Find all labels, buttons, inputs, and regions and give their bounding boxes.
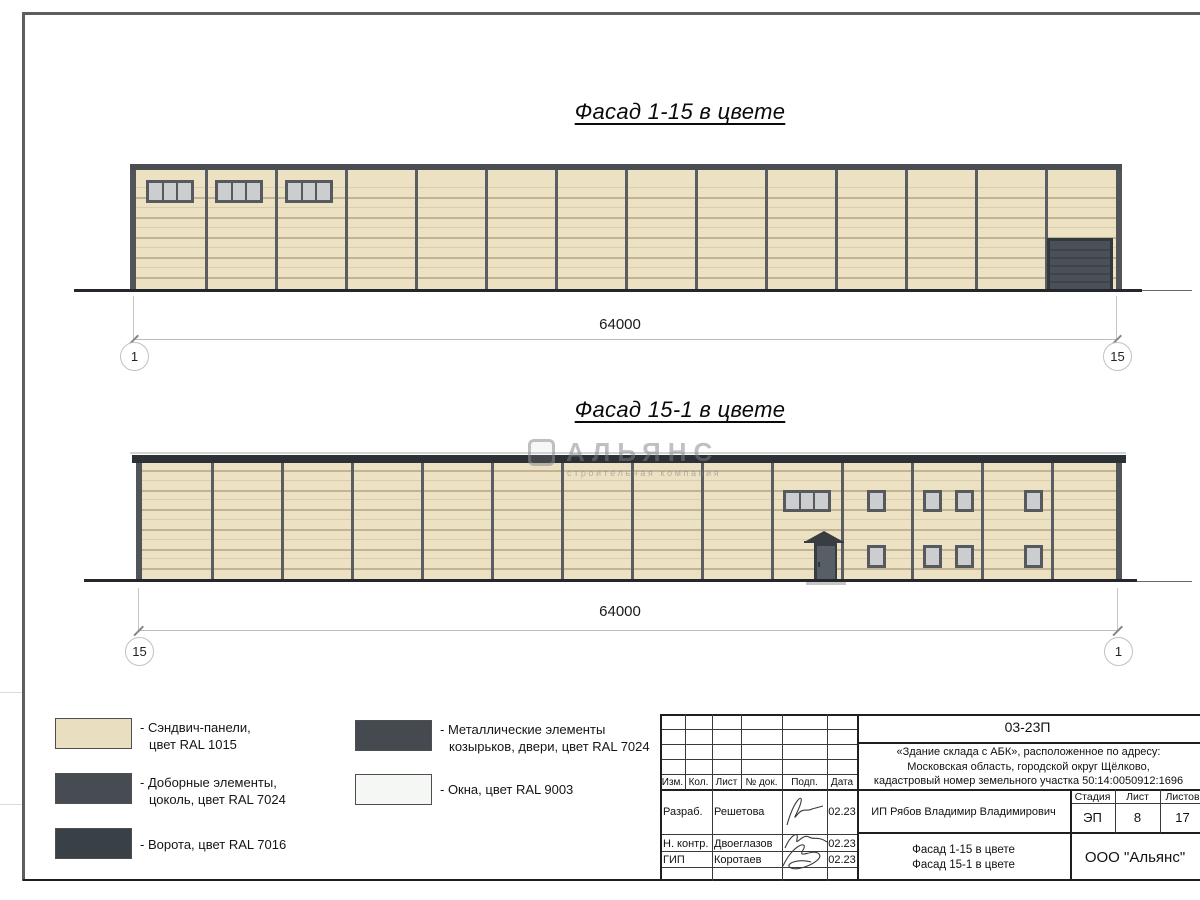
stamp-col-kol: Кол.: [688, 777, 709, 788]
gate-slat: [1050, 265, 1110, 267]
legend-label-metal-elements: [440, 721, 650, 755]
stamp-line: [1070, 803, 1200, 804]
stamp-line: [857, 832, 1200, 834]
dimension-line: [138, 630, 1118, 631]
stamp-name-ncontr: Двоеглазов: [714, 838, 773, 850]
legend-swatch-trim-elements: [55, 773, 132, 804]
watermark-name: АЛЬЯНС: [566, 437, 720, 467]
window-pane: [870, 493, 883, 509]
stamp-line: [1160, 789, 1161, 833]
stamp-line: [685, 714, 686, 790]
facade-mullion: [351, 463, 354, 581]
ground-line: [74, 289, 1142, 292]
stamp-role-developer: Разраб.: [663, 806, 703, 818]
gate-slat: [1050, 273, 1110, 275]
facade-mullion: [911, 463, 914, 581]
window-pane: [247, 183, 260, 200]
stamp-project-description: [860, 745, 1197, 789]
facade-mullion: [205, 170, 208, 290]
corner-column: [1116, 170, 1122, 290]
stamp-role-ncontr: Н. контр.: [663, 838, 709, 850]
facade-mullion: [981, 463, 984, 581]
ground-line: [84, 579, 1137, 582]
legend-line: - Сэндвич-панели,: [140, 720, 251, 735]
facade-mullion: [561, 463, 564, 581]
window-pane: [1027, 548, 1040, 565]
facade-mullion: [555, 170, 558, 290]
sheet-frame-left: [22, 12, 25, 881]
facade-mullion: [491, 463, 494, 581]
sheet-frame-bottom: [23, 879, 1200, 881]
stamp-date-gip: 02.23: [828, 854, 856, 866]
legend-swatch-windows: [355, 774, 432, 805]
facade-mullion: [211, 463, 214, 581]
margin-line: [0, 692, 22, 693]
stamp-line: [660, 714, 662, 881]
signature-developer: [784, 792, 826, 832]
stamp-col-list: Лист: [715, 777, 738, 788]
legend-label-sandwich-panels: [140, 719, 251, 753]
door-threshold: [806, 582, 846, 585]
facade-mullion: [275, 170, 278, 290]
gate-slat: [1050, 257, 1110, 259]
window-pane: [218, 183, 231, 200]
axis-bubble-1: 1: [1104, 637, 1133, 666]
stamp-sheets-label: Листов: [1165, 791, 1200, 803]
gate-slat: [1050, 281, 1110, 283]
window-pane: [164, 183, 177, 200]
window-pane: [786, 493, 799, 509]
facade-mullion: [835, 170, 838, 290]
corner-column: [130, 170, 136, 290]
stamp-line: [782, 714, 783, 881]
axis-bubble-15: 15: [1103, 342, 1132, 371]
sheet-title-line: Фасад 1-15 в цвете: [912, 844, 1015, 856]
window-pane: [303, 183, 316, 200]
stamp-col-izm: Изм.: [661, 777, 684, 788]
stamp-line: [827, 714, 828, 881]
project-line: кадастровый номер земельного участка 50:14:0050912:1696: [873, 775, 1184, 787]
stamp-doc-number: 03-23П: [1004, 719, 1051, 735]
extension-line: [138, 588, 139, 631]
stamp-line: [1070, 789, 1072, 881]
gate-slat: [1050, 249, 1110, 251]
facade-1-15-title: Фасад 1-15 в цвете: [574, 99, 786, 124]
window-pane: [926, 548, 939, 565]
window-pane: [958, 548, 971, 565]
facade-mullion: [841, 463, 844, 581]
extension-line: [1117, 588, 1118, 631]
legend-swatch-metal-elements: [355, 720, 432, 751]
facade-15-1-title: Фасад 15-1 в цвете: [574, 397, 786, 422]
stamp-line: [857, 742, 1200, 744]
axis-bubble-1: 1: [120, 342, 149, 371]
axis-bubble-15: 15: [125, 637, 154, 666]
stamp-stage-label: Стадия: [1074, 791, 1111, 803]
window-pane: [870, 548, 883, 565]
window-pane: [926, 493, 939, 509]
stamp-client: ИП Рябов Владимир Владимирович: [871, 806, 1056, 818]
extension-line: [133, 296, 134, 340]
facade-mullion: [625, 170, 628, 290]
extension-line: [1116, 296, 1117, 340]
window-pane: [178, 183, 191, 200]
corner-column: [136, 463, 142, 581]
facade-mullion: [1051, 463, 1054, 581]
corner-column: [1116, 463, 1122, 581]
facade-mullion: [281, 463, 284, 581]
stamp-organization: ООО "Альянс": [1084, 849, 1186, 866]
parapet-band: [130, 164, 1122, 170]
watermark-tagline: строительная компания: [567, 468, 722, 478]
window-pane: [233, 183, 246, 200]
window-pane: [149, 183, 162, 200]
project-line: Московская область, городской округ Щёлково,: [907, 760, 1150, 773]
legend-line: - Доборные элементы,: [140, 775, 277, 790]
stamp-line: [741, 714, 742, 790]
dimension-value: 64000: [599, 316, 641, 333]
facade-mullion: [695, 170, 698, 290]
facade-mullion: [771, 463, 774, 581]
facade-mullion: [975, 170, 978, 290]
legend-swatch-gates: [55, 828, 132, 859]
stamp-col-podp: Подп.: [791, 777, 818, 788]
legend-line: цвет RAL 1015: [149, 737, 237, 752]
dimension-line: [133, 339, 1117, 340]
door-handle: [818, 562, 820, 567]
stamp-col-data: Дата: [830, 777, 854, 788]
dimension-value: 64000: [599, 603, 641, 620]
legend-line: - Ворота, цвет RAL 7016: [140, 837, 287, 852]
facade-mullion: [631, 463, 634, 581]
stamp-sheet-label: Лист: [1126, 791, 1149, 803]
facade-mullion: [701, 463, 704, 581]
sheet-frame-top: [23, 12, 1200, 15]
stamp-date-ncontr: 02.23: [828, 838, 856, 850]
facade-mullion: [415, 170, 418, 290]
window-pane: [801, 493, 814, 509]
stamp-date-developer: 02.23: [828, 806, 856, 818]
stamp-name-gip: Коротаев: [714, 854, 762, 866]
ground-line-extension: [1142, 290, 1192, 291]
stamp-sheets-value: 17: [1175, 810, 1190, 825]
stamp-role-gip: ГИП: [663, 854, 685, 866]
ground-line-extension: [1137, 581, 1192, 582]
facade-mullion: [905, 170, 908, 290]
legend-line: - Окна, цвет RAL 9003: [440, 782, 574, 797]
window-pane: [1027, 493, 1040, 509]
legend-label-windows: [440, 781, 573, 798]
stamp-line: [1115, 789, 1116, 833]
facade-mullion: [345, 170, 348, 290]
stamp-line: [712, 714, 713, 881]
signature-gip: [779, 838, 831, 874]
window-pane: [815, 493, 828, 509]
watermark: [528, 437, 719, 468]
window-pane: [288, 183, 301, 200]
project-line: «Здание склада с АБК», расположенное по адресу:: [896, 746, 1161, 758]
stamp-line: [857, 714, 859, 881]
sheet-title-line: Фасад 15-1 в цвете: [912, 859, 1015, 871]
legend-line: цоколь, цвет RAL 7024: [149, 792, 286, 807]
window-pane: [317, 183, 330, 200]
stamp-name-developer: Решетова: [714, 806, 765, 818]
window-pane: [958, 493, 971, 509]
legend-label-gates: [140, 836, 286, 853]
facade-mullion: [421, 463, 424, 581]
legend-label-trim-elements: [140, 774, 286, 808]
margin-line: [0, 804, 22, 805]
facade-mullion: [485, 170, 488, 290]
stamp-sheet-value: 8: [1133, 810, 1142, 825]
facade-mullion: [765, 170, 768, 290]
company-logo-icon: [528, 439, 555, 466]
legend-swatch-sandwich-panels: [55, 718, 132, 749]
stamp-col-ndok: № док.: [745, 777, 778, 788]
stamp-stage-value: ЭП: [1083, 810, 1102, 825]
stamp-sheet-title: [858, 843, 1069, 873]
legend-line: - Металлические элементы: [440, 722, 606, 737]
legend-line: козырьков, двери, цвет RAL 7024: [449, 739, 650, 754]
